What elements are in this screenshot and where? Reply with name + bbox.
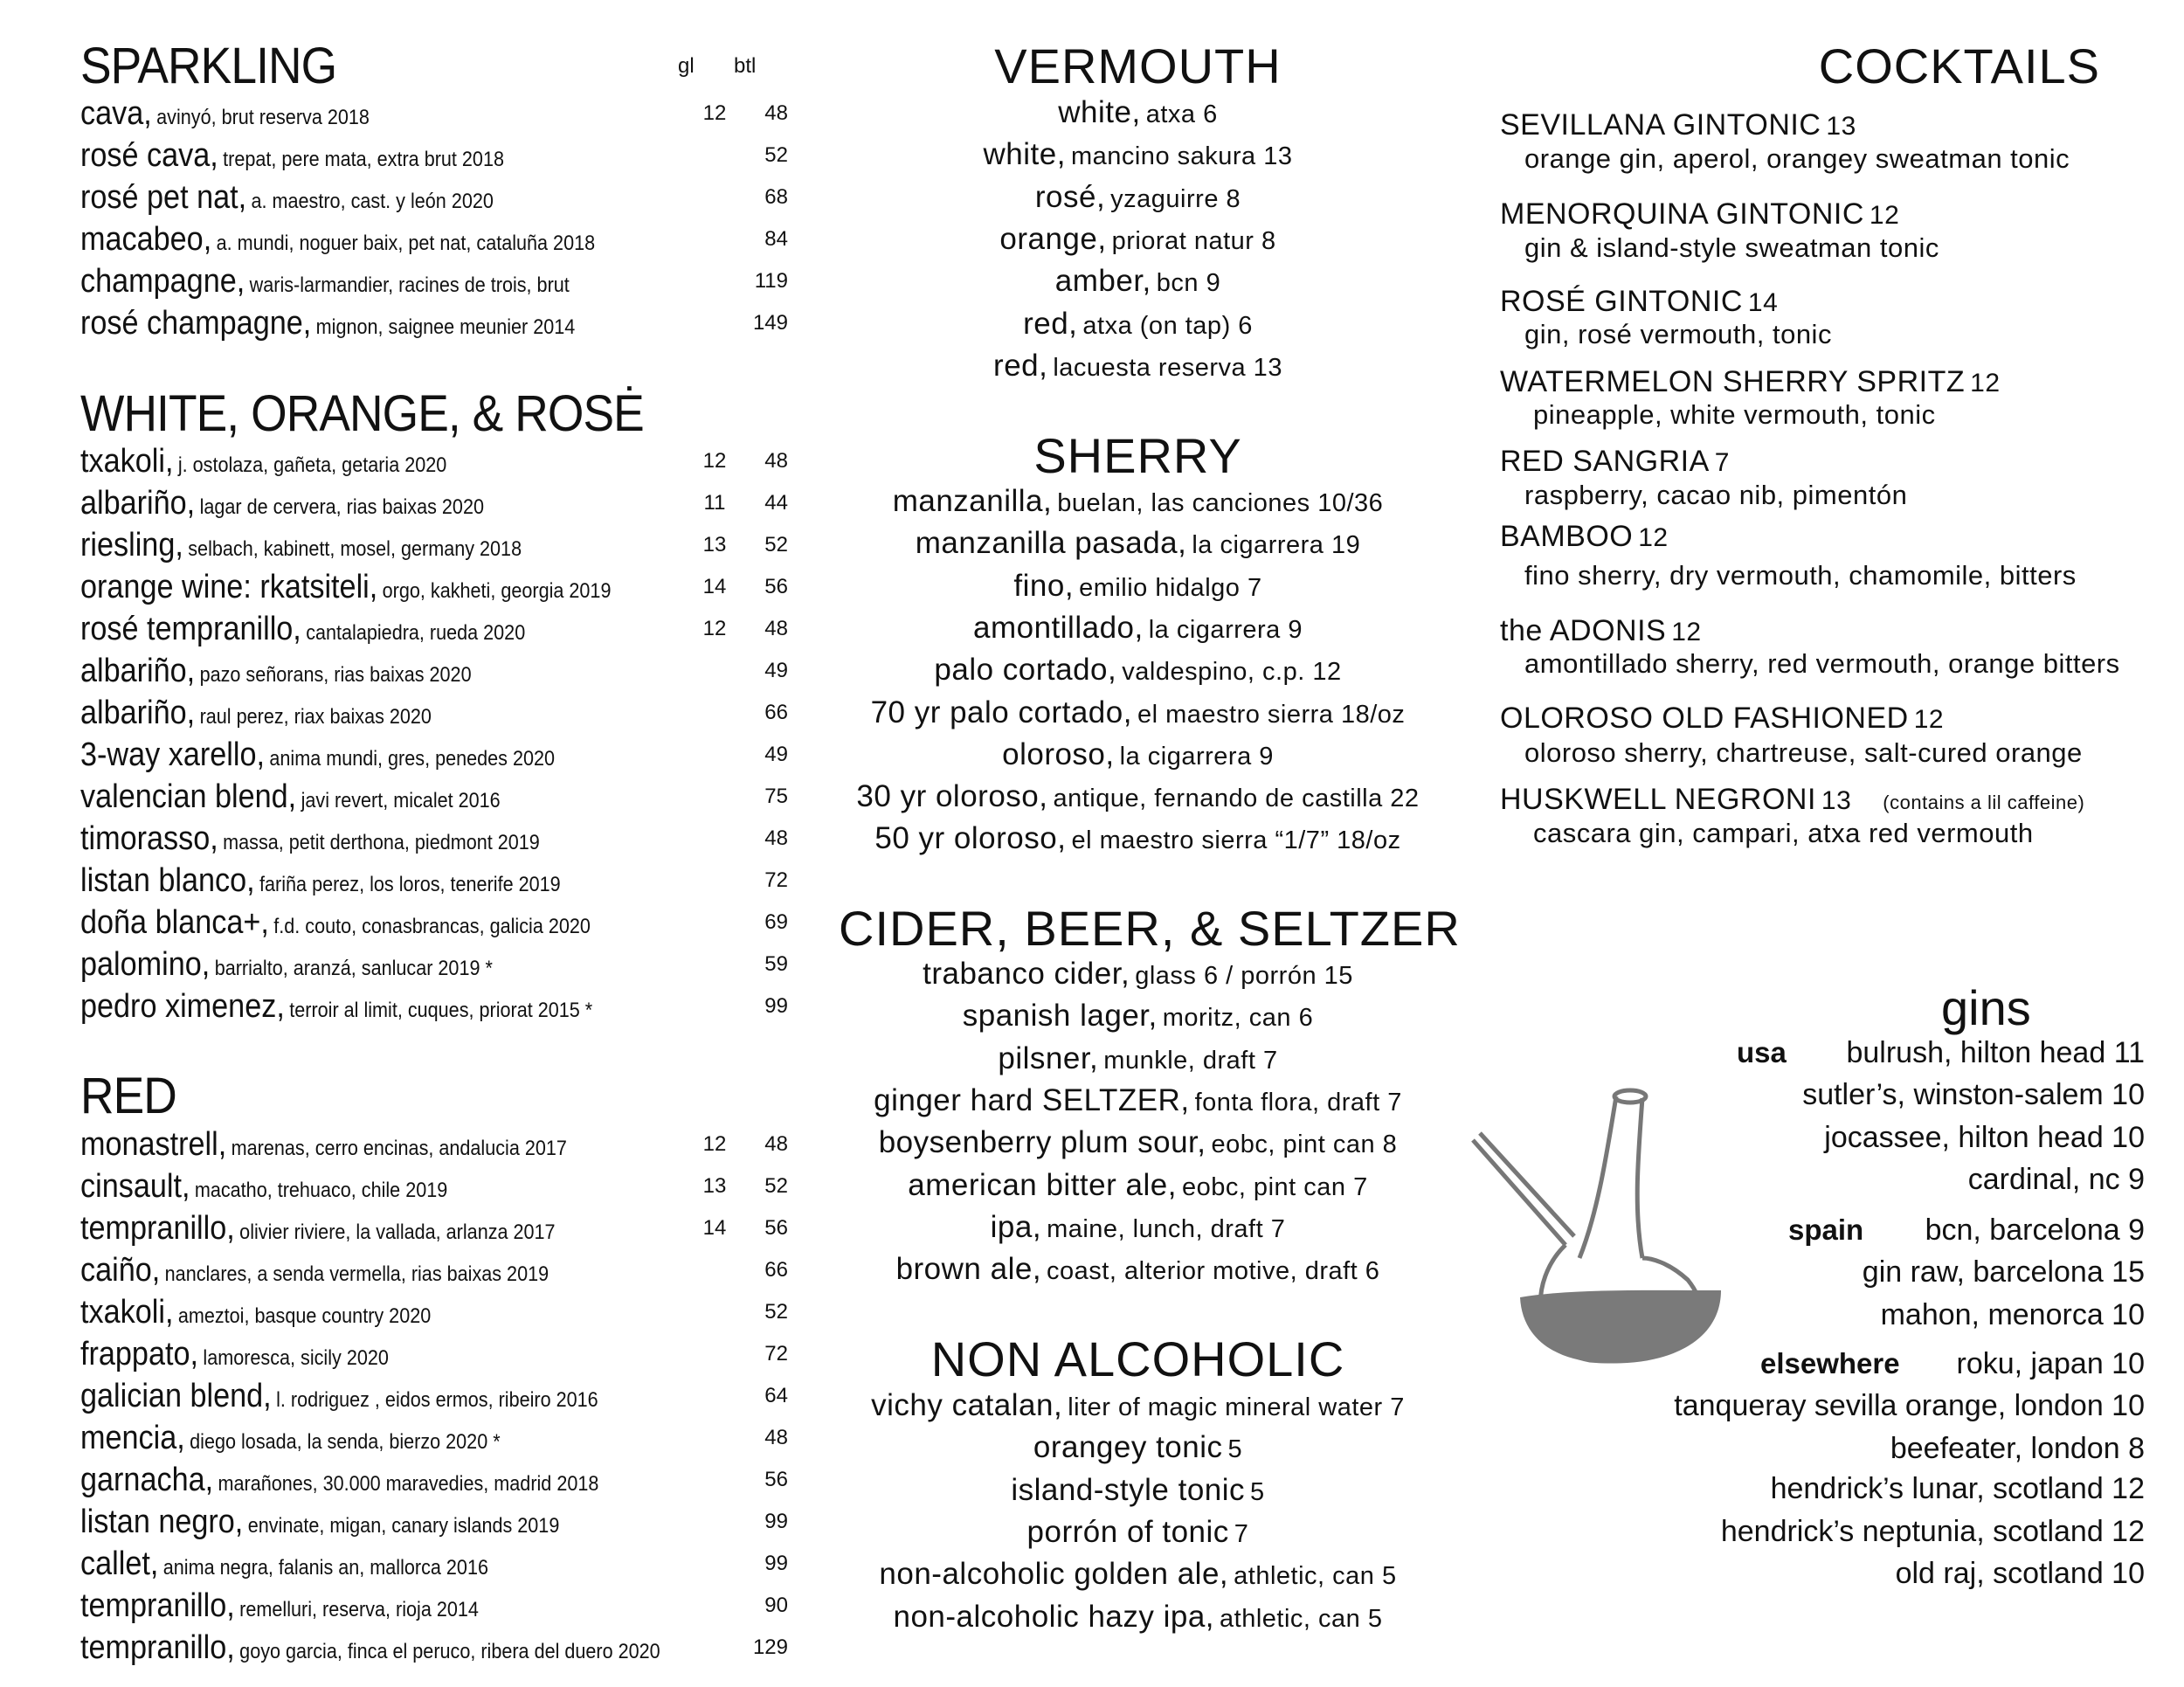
drink-list-item [839, 1080, 1437, 1122]
glass-price: 14 [702, 575, 727, 598]
cocktail-name-line [1500, 782, 2084, 820]
cocktail-name: BAMBOO [1500, 520, 1634, 553]
bottle-price: 48 [764, 617, 788, 640]
wine-text [80, 1627, 660, 1676]
bottle-price: 52 [764, 1300, 788, 1324]
cocktail-description: oloroso sherry, chartreuse, salt-cured orange [1524, 737, 2083, 768]
wine-detail: nanclares, a senda vermella, rias baixas 2019 [164, 1262, 549, 1286]
wine-detail: marenas, cerro encinas, andalucia 2017 [231, 1137, 567, 1160]
wine-list-item [80, 1207, 788, 1249]
bottle-price: 90 [764, 1594, 788, 1617]
wine-name: riesling, [80, 527, 183, 563]
bottle-price: 129 [752, 1635, 788, 1659]
cocktail-description: cascara gin, campari, atxa red vermouth [1533, 818, 2034, 848]
wine-list-item [80, 482, 788, 524]
wine-list-item [80, 1459, 788, 1501]
drink-detail: la cigarrera 19 [1192, 531, 1361, 560]
drink-detail: atxa (on tap) 6 [1082, 311, 1253, 340]
wine-list-item [80, 1165, 788, 1207]
drink-list-item [839, 1038, 1437, 1080]
wine-name: cava, [80, 95, 152, 132]
wine-detail: l. rodriguez , eidos ermos, ribeiro 2016 [276, 1388, 598, 1412]
wine-name: rosé cava, [80, 137, 218, 174]
wine-name: rosé champagne, [80, 305, 312, 342]
drink-list-item [839, 776, 1437, 818]
wine-detail: barrialto, aranzá, sanlucar 2019 * [214, 957, 493, 980]
wine-name: albariño, [80, 653, 196, 689]
cocktail-price: 12 [1869, 201, 1900, 230]
drink-detail: atxa 6 [1145, 100, 1218, 128]
wine-detail: cantalapiedra, rueda 2020 [306, 621, 526, 645]
wine-list-item [80, 566, 788, 608]
cocktail-description: gin & island-style sweatman tonic [1524, 232, 1939, 263]
drink-list-item [839, 953, 1437, 995]
bottle-price: 84 [764, 227, 788, 251]
wine-list-item [80, 1333, 788, 1375]
wine-list-item [80, 944, 788, 985]
glass-column-header: gl [678, 54, 695, 78]
bottle-column-header: btl [734, 54, 757, 78]
drink-detail: la cigarrera 9 [1119, 742, 1274, 771]
drink-list-item [839, 995, 1437, 1037]
wine-list-item [80, 985, 788, 1027]
cocktail-name-line [1500, 107, 1856, 144]
bottle-price: 49 [764, 743, 788, 766]
glass-price: 12 [702, 449, 727, 473]
bottle-price: 99 [764, 1552, 788, 1575]
wine-detail: orgo, kakheti, georgia 2019 [382, 579, 612, 603]
bottle-price: 56 [764, 575, 788, 598]
wine-list-item [80, 1417, 788, 1459]
cocktail-description: gin, rosé vermouth, tonic [1524, 319, 1832, 349]
wine-list-item [80, 902, 788, 944]
wine-name: pedro ximenez, [80, 988, 285, 1025]
non-alcoholic-heading: NON ALCOHOLIC [930, 1331, 1345, 1386]
cocktail-description: raspberry, cacao nib, pimentón [1524, 480, 1908, 510]
gin-list-item: bulrush, hilton head 11 [1846, 1036, 2145, 1069]
glass-price: 11 [703, 491, 726, 515]
drink-name: brown ale, [895, 1252, 1042, 1287]
glass-price: 13 [702, 533, 727, 557]
bottle-price: 48 [764, 449, 788, 473]
drink-detail: glass 6 / porrón 15 [1135, 962, 1353, 990]
wine-detail: javi revert, micalet 2016 [301, 789, 501, 812]
sherry-heading: SHERRY [1033, 428, 1242, 483]
drink-name: orangey tonic [1033, 1430, 1223, 1465]
gin-list-item: gin raw, barcelona 15 [1862, 1255, 2145, 1289]
drink-list-item [839, 1596, 1437, 1638]
drink-list-item [839, 565, 1437, 607]
gin-list-item: jocassee, hilton head 10 [1824, 1121, 2145, 1154]
drink-name: palo cortado, [934, 653, 1117, 688]
wine-name: callet, [80, 1545, 159, 1582]
cocktail-description: pineapple, white vermouth, tonic [1533, 399, 1936, 430]
drink-detail: el maestro sierra 18/oz [1137, 700, 1406, 729]
wine-detail: a. maestro, cast. y león 2020 [251, 190, 494, 213]
bottle-price: 119 [754, 269, 788, 293]
wine-list-item [80, 650, 788, 692]
bottle-price: 149 [752, 311, 788, 335]
wine-name: frappato, [80, 1336, 198, 1372]
wine-list-item [80, 1543, 788, 1585]
glass-price: 14 [702, 1216, 727, 1240]
wine-list-item [80, 1501, 788, 1543]
cocktail-name-line [1500, 364, 2001, 401]
gin-list-item: cardinal, nc 9 [1967, 1163, 2145, 1196]
gin-list-item: mahon, menorca 10 [1880, 1298, 2145, 1331]
glass-price: 12 [702, 617, 727, 640]
drink-list-item [839, 607, 1437, 649]
wine-list-item [80, 260, 788, 302]
drink-name: red, [993, 348, 1048, 383]
wine-detail: macatho, trehuaco, chile 2019 [194, 1179, 448, 1202]
drink-detail: 5 [1250, 1477, 1265, 1506]
gins-heading: gins [1941, 980, 2031, 1035]
drink-list-item [839, 1553, 1437, 1595]
wine-detail: lamoresca, sicily 2020 [203, 1346, 389, 1370]
drink-name: oloroso, [1002, 736, 1115, 771]
wine-detail: f.d. couto, conasbrancas, galicia 2020 [273, 915, 591, 938]
wine-name: rosé tempranillo, [80, 611, 301, 647]
drink-detail: 5 [1227, 1435, 1243, 1464]
wine-detail: anima mundi, gres, penedes 2020 [269, 747, 555, 771]
bottle-price: 66 [764, 701, 788, 724]
drink-list-item [839, 1248, 1437, 1290]
wine-detail: ameztoi, basque country 2020 [177, 1304, 432, 1328]
drink-detail: valdespino, c.p. 12 [1122, 658, 1342, 687]
drink-name: fino, [1013, 568, 1075, 603]
bottle-price: 99 [764, 1510, 788, 1533]
wine-detail: envinate, migan, canary islands 2019 [247, 1514, 560, 1538]
wine-list-item [80, 135, 788, 176]
bottle-price: 72 [764, 868, 788, 892]
drink-detail: priorat natur 8 [1111, 226, 1276, 255]
drink-detail: eobc, pint can 7 [1181, 1172, 1368, 1201]
wine-detail: raul perez, riax baixas 2020 [199, 705, 432, 729]
wine-detail: goyo garcia, finca el peruco, ribera del duero 2020 [239, 1640, 660, 1663]
cocktail-name: WATERMELON SHERRY SPRITZ [1500, 365, 1966, 398]
cocktail-description: orange gin, aperol, orangey sweatman tonic [1524, 143, 2070, 174]
wine-name: rosé pet nat, [80, 179, 247, 216]
drink-list-item [839, 1469, 1437, 1511]
drink-name: porrón of tonic [1026, 1514, 1229, 1549]
drink-name: boysenberry plum sour, [878, 1125, 1206, 1160]
wine-name: mencia, [80, 1420, 185, 1456]
wine-detail: j. ostolaza, gañeta, getaria 2020 [177, 453, 447, 477]
drink-name: white, [1058, 95, 1141, 129]
drink-list-item [839, 260, 1437, 302]
bottle-price: 75 [764, 785, 788, 808]
drink-list-item [839, 1511, 1437, 1553]
cocktail-description: amontillado sherry, red vermouth, orange bitters [1524, 648, 2120, 679]
gin-region-label: elsewhere [1760, 1347, 1900, 1379]
wine-list-item [80, 1124, 788, 1165]
wine-name: macabeo, [80, 221, 212, 258]
wine-detail: avinyó, brut reserva 2018 [156, 106, 370, 129]
drink-list-item [839, 92, 1437, 134]
bottle-price: 66 [764, 1258, 788, 1282]
drink-list-item [839, 345, 1437, 387]
glass-price: 12 [702, 1132, 727, 1156]
gin-list-item: old raj, scotland 10 [1895, 1557, 2145, 1590]
wine-name: monastrell, [80, 1126, 227, 1163]
drink-detail: la cigarrera 9 [1148, 615, 1303, 644]
drink-name: spanish lager, [962, 999, 1158, 1034]
wine-detail: a. mundi, noguer baix, pet nat, cataluña 2018 [216, 232, 596, 255]
drink-list-item [839, 522, 1437, 564]
wine-name: listan blanco, [80, 862, 255, 899]
drink-list-item [839, 1385, 1437, 1427]
gin-list-item: roku, japan 10 [1956, 1347, 2145, 1380]
wine-name: txakoli, [80, 443, 174, 480]
wine-name: tempranillo, [80, 1629, 235, 1666]
drink-detail: bcn 9 [1156, 269, 1221, 298]
wine-name: cinsault, [80, 1168, 190, 1205]
bottle-price: 64 [764, 1384, 788, 1407]
drink-name: vichy catalan, [871, 1388, 1063, 1422]
bottle-price: 48 [764, 1132, 788, 1156]
drink-name: 70 yr palo cortado, [870, 695, 1132, 729]
drink-name: trabanco cider, [923, 957, 1130, 991]
cocktails-heading: COCKTAILS [1818, 38, 2100, 93]
porron-jug-illustration [1468, 1070, 1730, 1372]
drink-detail: yzaguirre 8 [1110, 184, 1241, 213]
drink-detail: athletic, can 5 [1220, 1604, 1383, 1633]
drink-detail: coast, alterior motive, draft 6 [1047, 1257, 1380, 1286]
drink-detail: moritz, can 6 [1162, 1004, 1314, 1033]
wine-name: garnacha, [80, 1462, 214, 1498]
cocktail-name: MENORQUINA GINTONIC [1500, 197, 1864, 231]
bottle-price: 52 [764, 143, 788, 167]
cocktail-price: 12 [1671, 618, 1702, 646]
wine-list-item [80, 1585, 788, 1627]
bottle-price: 49 [764, 659, 788, 682]
wine-name: doña blanca+, [80, 904, 269, 941]
bottle-price: 68 [764, 185, 788, 209]
red-heading: RED [80, 1068, 176, 1124]
drink-name: island-style tonic [1011, 1472, 1246, 1507]
bottle-price: 72 [764, 1342, 788, 1366]
wine-name: palomino, [80, 946, 211, 983]
bottle-price: 48 [764, 826, 788, 850]
drink-name: non-alcoholic golden ale, [879, 1557, 1229, 1592]
drink-name: orange, [999, 221, 1107, 256]
drink-detail: liter of magic mineral water 7 [1068, 1393, 1405, 1421]
vermouth-heading: VERMOUTH [994, 38, 1282, 93]
cocktail-name-line [1500, 613, 1702, 650]
drink-detail: antique, fernando de castilla 22 [1053, 785, 1420, 813]
wine-name: timorasso, [80, 820, 218, 857]
bottle-price: 52 [764, 1174, 788, 1198]
wine-name: valencian blend, [80, 778, 297, 815]
drink-detail: emilio hidalgo 7 [1079, 573, 1262, 602]
cocktail-price: 12 [1970, 369, 2001, 398]
bottle-price: 56 [764, 1216, 788, 1240]
bottle-price: 48 [764, 101, 788, 125]
gin-region-label: usa [1737, 1036, 1787, 1068]
wine-name: txakoli, [80, 1294, 174, 1331]
drink-name: amber, [1054, 264, 1151, 299]
wine-name: caiño, [80, 1252, 161, 1289]
wine-list-item [80, 818, 788, 860]
sparkling-heading: SPARKLING [80, 38, 337, 94]
drink-name: amontillado, [973, 610, 1144, 645]
wine-list-item [80, 218, 788, 260]
wine-detail: pazo señorans, rias baixas 2020 [199, 663, 472, 687]
cocktail-price: 14 [1747, 288, 1779, 317]
white-orange-rose-heading: WHITE, ORANGE, & ROSĖ [80, 385, 644, 442]
bottle-price: 59 [764, 952, 788, 976]
wine-list-item [80, 93, 788, 135]
drink-detail: munkle, draft 7 [1103, 1046, 1278, 1075]
glass-price: 12 [702, 101, 727, 125]
wine-detail: waris-larmandier, racines de trois, brut [249, 273, 570, 297]
cocktail-name: RED SANGRIA [1500, 445, 1710, 478]
cocktail-name: ROSÉ GINTONIC [1500, 285, 1743, 318]
drink-name: rosé, [1034, 179, 1106, 214]
wine-detail: diego losada, la senda, bierzo 2020 * [190, 1430, 501, 1454]
bottle-price: 69 [764, 910, 788, 934]
wine-detail: trepat, pere mata, extra brut 2018 [223, 148, 504, 171]
wine-name: albariño, [80, 695, 196, 731]
wine-list-item [80, 524, 788, 566]
drink-list-item [839, 176, 1437, 218]
drink-list-item [839, 734, 1437, 776]
cocktail-price: 12 [1638, 523, 1669, 552]
wine-list-item [80, 302, 788, 344]
drink-list-item [839, 1206, 1437, 1248]
drink-name: manzanilla pasada, [915, 526, 1187, 561]
cocktail-name: HUSKWELL NEGRONI [1500, 783, 1816, 816]
cocktail-price: 13 [1826, 112, 1856, 141]
cocktail-note: (contains a lil caffeine) [1883, 792, 2085, 813]
wine-name: champagne, [80, 263, 245, 300]
wine-detail: fariña perez, los loros, tenerife 2019 [259, 873, 561, 896]
drink-name: ipa, [990, 1209, 1042, 1244]
wine-detail: marañones, 30.000 maravedies, madrid 2018 [218, 1472, 599, 1496]
drink-name: non-alcoholic hazy ipa, [893, 1599, 1215, 1634]
gin-list-item: beefeater, london 8 [1890, 1432, 2145, 1465]
wine-detail: lagar de cervera, rias baixas 2020 [199, 495, 484, 519]
wine-detail: selbach, kabinett, mosel, germany 2018 [188, 537, 522, 561]
wine-name: 3-way xarello, [80, 736, 265, 773]
drink-name: american bitter ale, [908, 1167, 1177, 1202]
drink-detail: eobc, pint can 8 [1211, 1130, 1398, 1159]
cocktail-name-line [1500, 444, 1730, 481]
wine-detail: olivier riviere, la vallada, arlanza 2017 [239, 1220, 556, 1244]
drink-list-item [839, 818, 1437, 860]
cocktail-price: 12 [1913, 705, 1945, 734]
wine-name: tempranillo, [80, 1210, 235, 1247]
cocktail-name-line [1500, 284, 1778, 321]
drink-detail: 7 [1234, 1519, 1249, 1548]
wine-list-item [80, 734, 788, 776]
drink-list-item [839, 134, 1437, 176]
gin-region-label: spain [1788, 1213, 1864, 1246]
wine-text [80, 985, 592, 1034]
cocktail-name-line [1500, 519, 1669, 556]
wine-list-item [80, 176, 788, 218]
drink-list-item [839, 1165, 1437, 1206]
cocktail-name: OLOROSO OLD FASHIONED [1500, 702, 1909, 735]
gin-list-item: bcn, barcelona 9 [1925, 1213, 2145, 1247]
drink-detail: el maestro sierra “1/7” 18/oz [1071, 826, 1401, 855]
drink-list-item [839, 692, 1437, 734]
drink-name: pilsner, [998, 1041, 1099, 1075]
wine-list-item [80, 1627, 788, 1669]
wine-detail: anima negra, falanis an, mallorca 2016 [162, 1556, 488, 1580]
drink-detail: athletic, can 5 [1234, 1562, 1397, 1591]
wine-name: listan negro, [80, 1504, 244, 1540]
drink-name: manzanilla, [892, 484, 1053, 518]
wine-list-item [80, 860, 788, 902]
wine-name: galician blend, [80, 1378, 272, 1414]
cocktail-name: SEVILLANA GINTONIC [1500, 108, 1821, 142]
cocktail-name: the ADONIS [1500, 614, 1667, 647]
wine-detail: massa, petit derthona, piedmont 2019 [223, 831, 540, 854]
wine-list-item [80, 440, 788, 482]
drink-detail: mancino sakura 13 [1070, 142, 1293, 171]
gin-list-item: sutler’s, winston-salem 10 [1802, 1078, 2145, 1111]
wine-detail: terroir al limit, cuques, priorat 2015 * [289, 999, 593, 1022]
cocktail-name-line [1500, 701, 1944, 737]
drink-detail: buelan, las canciones 10/36 [1057, 489, 1384, 517]
gin-list-item: hendrick’s neptunia, scotland 12 [1720, 1515, 2145, 1548]
wine-name: orange wine: rkatsiteli, [80, 569, 378, 605]
wine-list-item [80, 608, 788, 650]
drink-detail: maine, lunch, draft 7 [1047, 1214, 1286, 1243]
wine-list-item [80, 1291, 788, 1333]
wine-text [80, 302, 575, 351]
wine-name: albariño, [80, 485, 196, 522]
wine-detail: mignon, saignee meunier 2014 [315, 315, 576, 339]
wine-detail: remelluri, reserva, rioja 2014 [239, 1598, 479, 1621]
drink-list-item [839, 218, 1437, 260]
drink-name: 30 yr oloroso, [856, 779, 1048, 814]
cocktail-description: fino sherry, dry vermouth, chamomile, bitters [1524, 560, 2077, 591]
drink-name: white, [983, 137, 1066, 172]
bottle-price: 56 [764, 1468, 788, 1491]
drink-detail: fonta flora, draft 7 [1194, 1088, 1402, 1117]
bottle-price: 99 [764, 994, 788, 1018]
drink-list-item [839, 649, 1437, 691]
wine-name: tempranillo, [80, 1587, 235, 1624]
wine-list-item [80, 776, 788, 818]
drink-name: 50 yr oloroso, [874, 821, 1067, 856]
wine-list-item [80, 692, 788, 734]
gin-list-item: hendrick’s lunar, scotland 12 [1770, 1472, 2145, 1505]
glass-price: 13 [702, 1174, 727, 1198]
cocktail-price: 7 [1714, 448, 1730, 477]
bottle-price: 52 [764, 533, 788, 557]
drink-name: ginger hard SELTZER, [874, 1082, 1190, 1117]
drink-list-item [839, 1122, 1437, 1164]
drink-list-item [839, 1427, 1437, 1469]
cocktail-name-line [1500, 197, 1899, 233]
drink-detail: lacuesta reserva 13 [1053, 353, 1282, 382]
wine-list-item [80, 1249, 788, 1291]
drink-list-item [839, 303, 1437, 345]
drink-name: red, [1023, 306, 1078, 341]
wine-list-item [80, 1375, 788, 1417]
gin-list-item: tanqueray sevilla orange, london 10 [1674, 1389, 2145, 1422]
cocktail-price: 13 [1821, 786, 1852, 815]
bottle-price: 48 [764, 1426, 788, 1449]
bottle-price: 44 [764, 491, 788, 515]
cider-beer-seltzer-heading: CIDER, BEER, & SELTZER [839, 901, 1461, 956]
drink-list-item [839, 481, 1437, 522]
